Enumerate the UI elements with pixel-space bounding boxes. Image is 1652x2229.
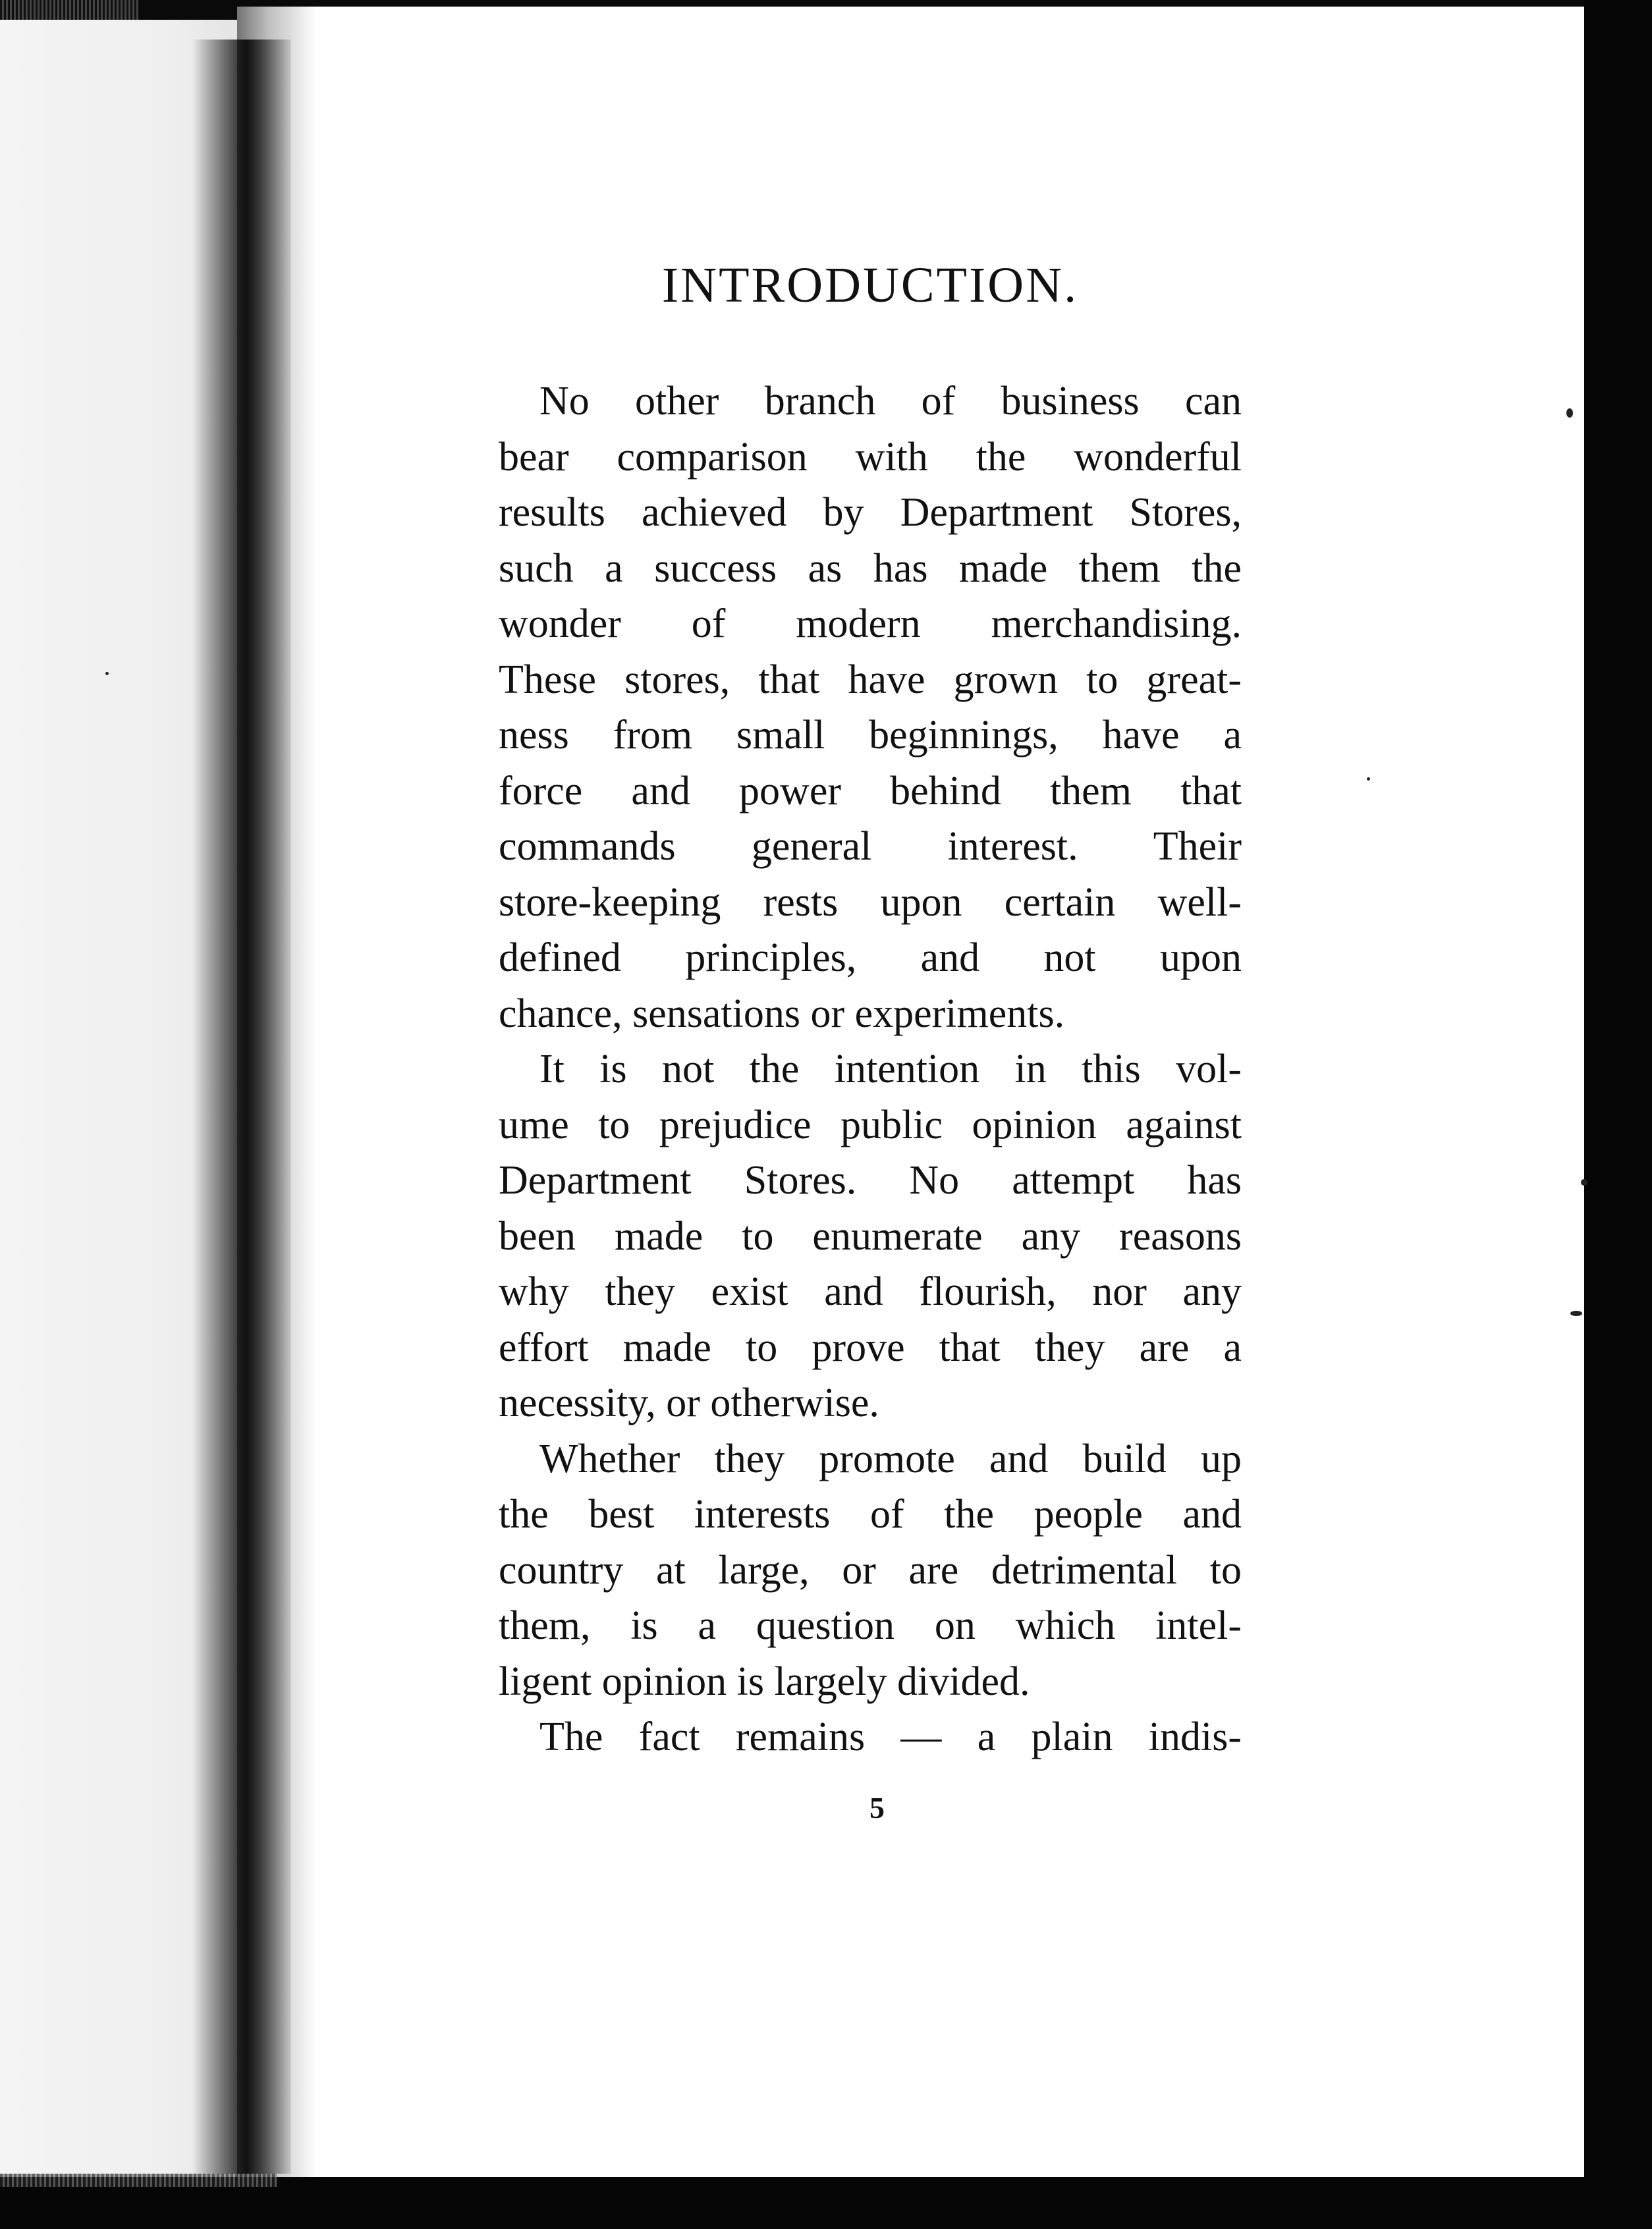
- paragraph-4: [499, 1709, 1242, 1765]
- text-line: store-keeping rests upon certain well-: [499, 879, 1242, 925]
- text-line: effort made to prove that they are a: [499, 1325, 1242, 1370]
- text-line: Whether they promote and build up: [539, 1436, 1242, 1481]
- scan-speck: [105, 672, 109, 675]
- text-line: These stores, that have grown to great-: [499, 657, 1242, 702]
- text-line: chance, sensations or experiments.: [499, 991, 1065, 1036]
- text-line: ligent opinion is largely divided.: [499, 1659, 1030, 1704]
- text-line: ume to prejudice public opinion against: [499, 1102, 1242, 1147]
- text-line: Department Stores. No attempt has: [499, 1158, 1242, 1203]
- text-line: them, is a question on which intel-: [499, 1603, 1242, 1648]
- text-line: necessity, or otherwise.: [499, 1381, 879, 1425]
- text-line: defined principles, and not upon: [499, 935, 1242, 980]
- scan-speck: [1570, 1311, 1582, 1316]
- text-line: It is not the intention in this vol-: [539, 1047, 1242, 1091]
- paragraph-2: [499, 1041, 1242, 1431]
- page-edge-shadow: [237, 7, 316, 2180]
- text-line: ness from small beginnings, have a: [499, 713, 1242, 757]
- scan-speck: [1566, 408, 1573, 418]
- text-line: commands general interest. Their: [499, 824, 1242, 869]
- paragraph-3: [499, 1431, 1242, 1710]
- text-line: results achieved by Department Stores,: [499, 490, 1242, 535]
- text-line: bear comparison with the wonderful: [499, 434, 1242, 480]
- text-line: wonder of modern merchandising.: [499, 601, 1242, 646]
- text-line: The fact remains — a plain indis-: [539, 1715, 1242, 1759]
- paragraph-1: [499, 373, 1242, 1041]
- page-text: [499, 260, 1242, 1765]
- binding-strip-bottom: [0, 2174, 277, 2187]
- text-line: such a success as has made them the: [499, 545, 1242, 591]
- text-line: been made to enumerate any reasons: [499, 1213, 1242, 1259]
- scan-border-right: [1584, 0, 1652, 2229]
- scan-speck: [1581, 1179, 1587, 1186]
- text-line: country at large, or are detrimental to: [499, 1547, 1242, 1593]
- chapter-heading: INTRODUCTION.: [661, 258, 1079, 313]
- text-line: why they exist and flourish, nor any: [499, 1269, 1242, 1314]
- binding-strip: [0, 0, 138, 20]
- scan-speck: [1367, 777, 1370, 781]
- text-line: No other branch of business can: [539, 379, 1242, 424]
- text-line: the best interests of the people and: [499, 1492, 1242, 1537]
- text-line: force and power behind them that: [499, 768, 1242, 813]
- page-number: 5: [869, 1791, 885, 1825]
